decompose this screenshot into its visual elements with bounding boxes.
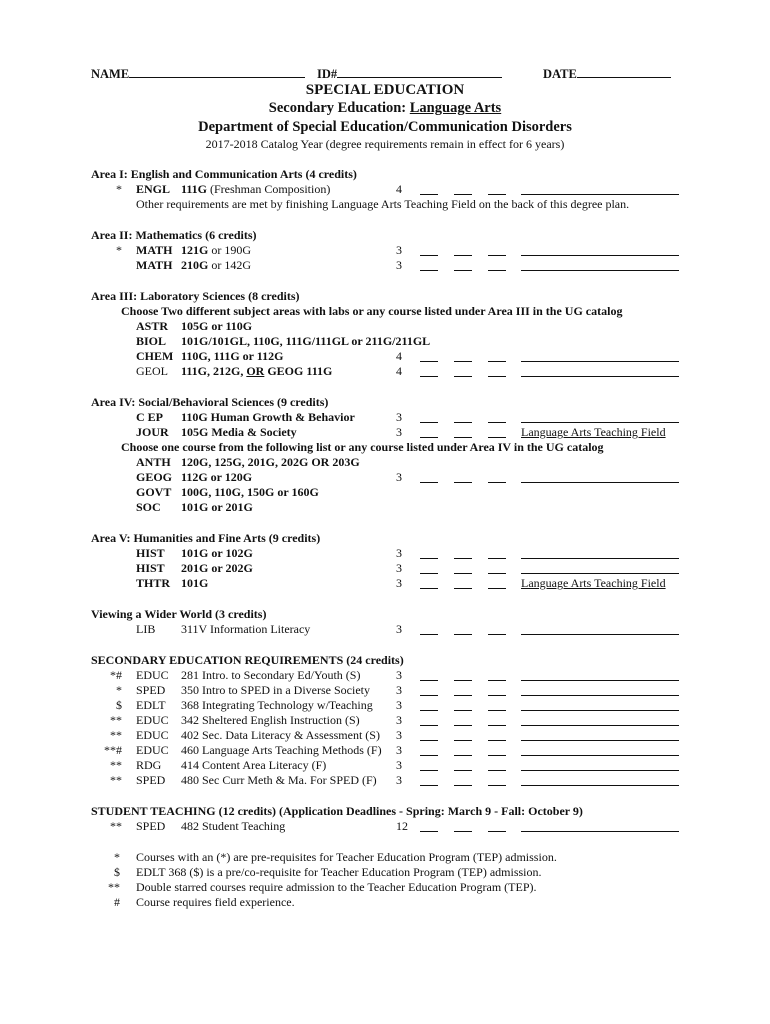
grade-blank-3[interactable] [488, 437, 506, 438]
credit-hours: 3 [396, 743, 402, 757]
section-heading: Area IV: Social/Behavioral Sciences (9 credits) [91, 395, 329, 409]
footnote-text: Double starred courses require admission to the Teacher Education Program (TEP). [136, 880, 537, 894]
prereq-mark: ** [110, 758, 122, 772]
prereq-mark: ** [110, 773, 122, 787]
course-prefix: HIST [136, 546, 165, 560]
credit-hours: 3 [396, 758, 402, 772]
row-heading [0, 395, 770, 410]
row-heading [0, 653, 770, 668]
course-title: 402 Sec. Data Literacy & Assessment (S) [181, 728, 380, 742]
grade-blank-3[interactable] [488, 361, 506, 362]
course-prefix: EDUC [136, 743, 169, 757]
grade-blank-3[interactable] [488, 194, 506, 195]
course-completion-line[interactable] [521, 422, 679, 423]
prereq-mark: **# [104, 743, 122, 757]
id-label: ID# [317, 67, 338, 81]
program-subtitle [0, 100, 770, 117]
footnote-text: Course requires field experience. [136, 895, 295, 909]
credit-hours: 3 [396, 713, 402, 727]
row-course [0, 713, 770, 728]
course-number-b: GEOG 111G [264, 364, 333, 378]
row-course [0, 668, 770, 683]
credit-hours: 4 [396, 364, 402, 378]
grade-blank-1[interactable] [420, 194, 438, 195]
course-title: 105G Media & Society [181, 425, 297, 439]
grade-blank-2[interactable] [454, 831, 472, 832]
row-geol [0, 364, 770, 379]
course-title: 311V Information Literacy [181, 622, 311, 636]
course-completion-line[interactable] [521, 194, 679, 195]
row-course [0, 500, 770, 515]
row-heading [0, 531, 770, 546]
section-heading: Area II: Mathematics (6 credits) [91, 228, 257, 242]
course-title: 482 Student Teaching [181, 819, 286, 833]
course-prefix: ANTH [136, 455, 171, 469]
course-title: 460 Language Arts Teaching Methods (F) [181, 743, 382, 757]
area-instruction: Choose one course from the following list or any course listed under Area IV in the UG catalog [121, 440, 604, 454]
row-course [0, 576, 770, 591]
grade-blank-1[interactable] [420, 270, 438, 271]
course-title: 101G or 102G [181, 546, 253, 560]
course-title: 105G or 110G [181, 319, 253, 333]
course-completion-line[interactable] [521, 255, 679, 256]
grade-blank-3[interactable] [488, 558, 506, 559]
id-blank[interactable] [337, 66, 502, 78]
course-title: 110G, 111G or 112G [181, 349, 284, 363]
grade-blank-3[interactable] [488, 740, 506, 741]
course-prefix: JOUR [136, 425, 169, 439]
grade-blank-1[interactable] [420, 634, 438, 635]
course-prefix: RDG [136, 758, 162, 772]
credit-hours: 3 [396, 546, 402, 560]
row-heading [0, 228, 770, 243]
course-prefix: EDUC [136, 728, 169, 742]
footnote-mark: # [114, 895, 120, 909]
footnote-mark: * [114, 850, 120, 864]
course-prefix: ASTR [136, 319, 169, 333]
grade-blank-3[interactable] [488, 831, 506, 832]
grade-blank-2[interactable] [454, 255, 472, 256]
grade-blank-1[interactable] [420, 740, 438, 741]
section-heading: STUDENT TEACHING (12 credits) (Application Deadlines - Spring: March 9 - Fall: October 9) [91, 804, 583, 818]
grade-blank-2[interactable] [454, 270, 472, 271]
grade-blank-2[interactable] [454, 695, 472, 696]
prereq-mark: * [116, 182, 122, 196]
course-title: 120G, 125G, 201G, 202G OR 203G [181, 455, 360, 469]
credit-hours: 3 [396, 698, 402, 712]
course-prefix: C EP [136, 410, 163, 424]
footnote-mark: ** [108, 880, 120, 894]
grade-blank-1[interactable] [420, 680, 438, 681]
grade-blank-1[interactable] [420, 770, 438, 771]
course-title: 281 Intro. to Secondary Ed/Youth (S) [181, 668, 361, 682]
section-heading: Area V: Humanities and Fine Arts (9 credits) [91, 531, 321, 545]
course-prefix: GEOL [136, 364, 168, 378]
grade-blank-1[interactable] [420, 437, 438, 438]
course-completion-line[interactable] [521, 831, 679, 832]
grade-blank-2[interactable] [454, 770, 472, 771]
row-course [0, 182, 770, 197]
course-prefix: LIB [136, 622, 156, 636]
course-completion-line[interactable] [521, 270, 679, 271]
grade-blank-2[interactable] [454, 376, 472, 377]
course-title: 201G or 202G [181, 561, 253, 575]
row-course [0, 546, 770, 561]
course-title: 101G/101GL, 110G, 111G/111GL or 211G/211GL [181, 334, 431, 348]
course-title: 350 Intro to SPED in a Diverse Society [181, 683, 370, 697]
grade-blank-3[interactable] [488, 755, 506, 756]
course-prefix: MATH [136, 243, 173, 257]
course-num: 111G [181, 182, 208, 196]
grade-blank-1[interactable] [420, 361, 438, 362]
section-heading: Area III: Laboratory Sciences (8 credits) [91, 289, 300, 303]
credit-hours: 3 [396, 561, 402, 575]
grade-blank-1[interactable] [420, 376, 438, 377]
footnote [0, 880, 770, 895]
course-title: 101G or 201G [181, 500, 253, 514]
course-completion-line[interactable] [521, 740, 679, 741]
section-heading: Viewing a Wider World (3 credits) [91, 607, 267, 621]
course-prefix: SPED [136, 773, 166, 787]
grade-blank-2[interactable] [454, 573, 472, 574]
prereq-mark: $ [116, 698, 122, 712]
grade-blank-2[interactable] [454, 482, 472, 483]
credit-hours: 4 [396, 349, 402, 363]
row-note [0, 197, 770, 212]
date-blank[interactable] [577, 66, 671, 78]
course-num: 121G [181, 243, 209, 257]
course-desc: (Freshman Composition) [207, 182, 331, 196]
course-prefix: MATH [136, 258, 173, 272]
prereq-mark: ** [110, 819, 122, 833]
section-heading: Area I: English and Communication Arts (4 credits) [91, 167, 357, 181]
grade-blank-1[interactable] [420, 725, 438, 726]
course-title: 110G Human Growth & Behavior [181, 410, 355, 424]
course-prefix: BIOL [136, 334, 167, 348]
course-title: 101G [181, 576, 209, 590]
course-or: OR [246, 364, 265, 378]
date-field[interactable] [543, 66, 671, 82]
course-title: 112G or 120G [181, 470, 253, 484]
grade-blank-1[interactable] [420, 422, 438, 423]
credit-hours: 3 [396, 576, 402, 590]
grade-blank-2[interactable] [454, 361, 472, 362]
department-title: Department of Special Education/Communication Disorders [198, 119, 572, 135]
date-label: DATE [543, 67, 577, 81]
area-note: Other requirements are met by finishing Language Arts Teaching Field on the back of this degree plan. [136, 197, 630, 211]
credit-hours: 3 [396, 410, 402, 424]
grade-blank-2[interactable] [454, 634, 472, 635]
course-title [181, 182, 330, 197]
program-title: SPECIAL EDUCATION [305, 82, 465, 98]
row-course [0, 485, 770, 500]
row-course [0, 334, 770, 349]
grade-blank-1[interactable] [420, 785, 438, 786]
row-course [0, 425, 770, 440]
grade-blank-3[interactable] [488, 634, 506, 635]
course-desc: or 190G [208, 243, 252, 257]
row-course [0, 455, 770, 470]
course-completion-line[interactable] [521, 770, 679, 771]
row-heading [0, 167, 770, 182]
grade-blank-3[interactable] [488, 710, 506, 711]
course-title: 368 Integrating Technology w/Teaching [181, 698, 373, 712]
teaching-field-note: Language Arts Teaching Field [521, 576, 666, 590]
grade-blank-1[interactable] [420, 588, 438, 589]
course-title: 480 Sec Curr Meth & Ma. For SPED (F) [181, 773, 377, 787]
credit-hours: 3 [396, 728, 402, 742]
row-course [0, 470, 770, 485]
catalog-year: 2017-2018 Catalog Year (degree requirements remain in effect for 6 years) [205, 137, 565, 151]
grade-blank-1[interactable] [420, 831, 438, 832]
footnote-text: Courses with an (*) are pre-requisites for Teacher Education Program (TEP) admission. [136, 850, 557, 864]
teaching-field-note: Language Arts Teaching Field [521, 425, 666, 439]
course-title [181, 258, 251, 273]
grade-blank-3[interactable] [488, 255, 506, 256]
subtitle-field: Language Arts [409, 100, 502, 116]
row-course [0, 349, 770, 364]
row-subnote [0, 304, 770, 319]
name-field[interactable] [91, 66, 305, 82]
course-completion-line[interactable] [521, 710, 679, 711]
course-num: 210G [181, 258, 209, 272]
row-course [0, 758, 770, 773]
row-heading [0, 289, 770, 304]
course-completion-line[interactable] [521, 695, 679, 696]
grade-blank-1[interactable] [420, 482, 438, 483]
grade-blank-3[interactable] [488, 770, 506, 771]
grade-blank-1[interactable] [420, 573, 438, 574]
row-heading [0, 804, 770, 819]
row-course [0, 410, 770, 425]
grade-blank-1[interactable] [420, 255, 438, 256]
grade-blank-2[interactable] [454, 755, 472, 756]
grade-blank-2[interactable] [454, 588, 472, 589]
grade-blank-3[interactable] [488, 422, 506, 423]
course-prefix: SOC [136, 500, 161, 514]
course-prefix: SPED [136, 819, 166, 833]
footnote [0, 895, 770, 910]
row-course [0, 819, 770, 834]
row-course [0, 243, 770, 258]
section-heading: SECONDARY EDUCATION REQUIREMENTS (24 credits) [91, 653, 404, 667]
id-field[interactable] [317, 66, 502, 82]
credit-hours: 3 [396, 258, 402, 272]
credit-hours: 3 [396, 773, 402, 787]
grade-blank-3[interactable] [488, 680, 506, 681]
row-heading [0, 607, 770, 622]
footnote [0, 865, 770, 880]
footnote-mark: $ [114, 865, 120, 879]
course-number-a: 111G, 212G, [181, 364, 247, 378]
credit-hours: 12 [396, 819, 408, 833]
prereq-mark: ** [110, 713, 122, 727]
grade-blank-3[interactable] [488, 588, 506, 589]
grade-blank-1[interactable] [420, 755, 438, 756]
grade-blank-1[interactable] [420, 558, 438, 559]
grade-blank-3[interactable] [488, 725, 506, 726]
course-completion-line[interactable] [521, 482, 679, 483]
course-completion-line[interactable] [521, 558, 679, 559]
prereq-mark: * [116, 243, 122, 257]
row-course [0, 319, 770, 334]
row-course [0, 258, 770, 273]
grade-blank-2[interactable] [454, 710, 472, 711]
course-title: 100G, 110G, 150G or 160G [181, 485, 319, 499]
row-subnote [0, 440, 770, 455]
name-blank[interactable] [129, 66, 305, 78]
grade-blank-2[interactable] [454, 785, 472, 786]
course-prefix: GEOG [136, 470, 173, 484]
grade-blank-2[interactable] [454, 422, 472, 423]
grade-blank-2[interactable] [454, 680, 472, 681]
grade-blank-3[interactable] [488, 573, 506, 574]
course-prefix: CHEM [136, 349, 174, 363]
grade-blank-2[interactable] [454, 558, 472, 559]
credit-hours: 3 [396, 668, 402, 682]
course-prefix: SPED [136, 683, 166, 697]
prereq-mark: ** [110, 728, 122, 742]
footnote [0, 850, 770, 865]
grade-blank-3[interactable] [488, 695, 506, 696]
course-completion-line[interactable] [521, 573, 679, 574]
row-course [0, 622, 770, 637]
course-prefix: THTR [136, 576, 171, 590]
course-title: 342 Sheltered English Instruction (S) [181, 713, 360, 727]
course-desc: or 142G [208, 258, 252, 272]
prereq-mark: * [116, 683, 122, 697]
grade-blank-3[interactable] [488, 482, 506, 483]
grade-blank-2[interactable] [454, 725, 472, 726]
course-title: 414 Content Area Literacy (F) [181, 758, 327, 772]
grade-blank-1[interactable] [420, 695, 438, 696]
course-prefix: EDUC [136, 668, 169, 682]
grade-blank-1[interactable] [420, 710, 438, 711]
credit-hours: 3 [396, 622, 402, 636]
course-completion-line[interactable] [521, 361, 679, 362]
prereq-mark: *# [110, 668, 122, 682]
course-prefix: EDLT [136, 698, 166, 712]
row-course [0, 773, 770, 788]
course-completion-line[interactable] [521, 785, 679, 786]
course-prefix: ENGL [136, 182, 171, 196]
course-completion-line[interactable] [521, 376, 679, 377]
credit-hours: 4 [396, 182, 402, 196]
row-course [0, 698, 770, 713]
row-course [0, 728, 770, 743]
subtitle-prefix: Secondary Education: [268, 100, 410, 116]
row-course [0, 683, 770, 698]
grade-blank-3[interactable] [488, 376, 506, 377]
credit-hours: 3 [396, 425, 402, 439]
area-instruction: Choose Two different subject areas with labs or any course listed under Area III in the UG catalog [121, 304, 623, 318]
course-prefix: HIST [136, 561, 165, 575]
credit-hours: 3 [396, 470, 402, 484]
row-course [0, 561, 770, 576]
course-number [181, 364, 332, 379]
grade-blank-2[interactable] [454, 437, 472, 438]
footnote-text: EDLT 368 ($) is a pre/co-requisite for Teacher Education Program (TEP) admission. [136, 865, 542, 879]
credit-hours: 3 [396, 243, 402, 257]
grade-blank-2[interactable] [454, 740, 472, 741]
course-completion-line[interactable] [521, 755, 679, 756]
course-completion-line[interactable] [521, 634, 679, 635]
grade-blank-3[interactable] [488, 785, 506, 786]
grade-blank-3[interactable] [488, 270, 506, 271]
course-completion-line[interactable] [521, 725, 679, 726]
name-label: NAME [91, 67, 130, 81]
course-prefix: GOVT [136, 485, 172, 499]
course-title [181, 243, 251, 258]
credit-hours: 3 [396, 683, 402, 697]
row-course [0, 743, 770, 758]
grade-blank-2[interactable] [454, 194, 472, 195]
course-prefix: EDUC [136, 713, 169, 727]
course-completion-line[interactable] [521, 680, 679, 681]
